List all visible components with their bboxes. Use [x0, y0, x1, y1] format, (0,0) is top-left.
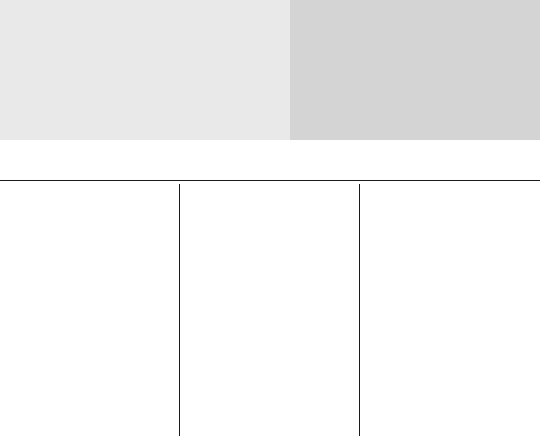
top-story-body [4, 16, 284, 128]
column-rule-1 [179, 184, 180, 436]
main-story-column-1 [4, 180, 174, 440]
column-rule-2 [359, 184, 360, 436]
main-story-column-2 [184, 180, 354, 440]
top-story-photo [290, 0, 540, 140]
main-headline [12, 146, 528, 176]
main-story-column-3 [364, 180, 536, 440]
